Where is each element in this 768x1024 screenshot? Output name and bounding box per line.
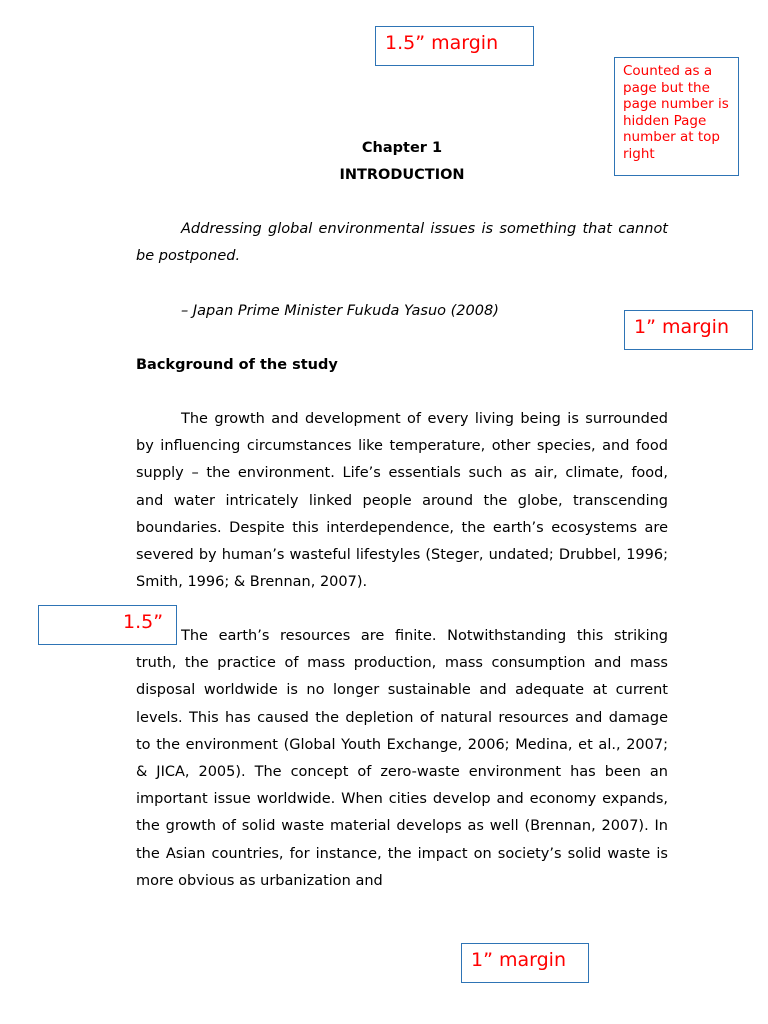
left-margin-callout: 1.5” [38,605,177,645]
paragraph-1 [136,406,668,596]
chapter-title: INTRODUCTION [339,167,465,183]
right-margin-callout: 1” margin [624,310,753,350]
epigraph-quote [136,216,668,270]
bottom-margin-callout: 1” margin [461,943,589,983]
paragraph-2 [136,623,668,895]
paragraph-2-text: The earth’s resources are finite. Notwithstanding this striking truth, the practice of mass production, mass consumption and mass disposal worldwide is no longer sustainable and adequate at current levels. This has caused the depletion of natural resources and damage to the environment (Global Youth Exchange, 2006; Medina, et al., 2007; & JICA, 2005). The concept of zero-waste environment has been an important issue worldwide. When cities develop and economy expands, the growth of solid waste material develops as well (Brennan, 2007). In the Asian countries, for instance, the impact on society’s solid waste is more obvious as urbanization and [136,628,668,889]
section-heading: Background of the study [136,357,338,373]
epigraph-text: Addressing global environmental issues is something that cannot be postponed. [136,221,668,265]
paragraph-1-text: The growth and development of every living being is surrounded by influencing circumstances like temperature, other species, and food supply – the environment. Life’s essentials such as air, climate, food, and water intricately linked people around the globe, transcending boundaries. Despite this interdependence, the earth’s ecosystems are severed by human’s wasteful lifestyles (Steger, undated; Drubbel, 1996; Smith, 1996; & Brennan, 2007). [136,411,668,591]
epigraph-attribution: – Japan Prime Minister Fukuda Yasuo (2008) [181,303,499,319]
page-number-note-callout: Counted as a page but the page number is hidden Page number at top right [614,57,739,176]
chapter-number: Chapter 1 [361,140,443,156]
top-margin-callout: 1.5” margin [375,26,534,66]
